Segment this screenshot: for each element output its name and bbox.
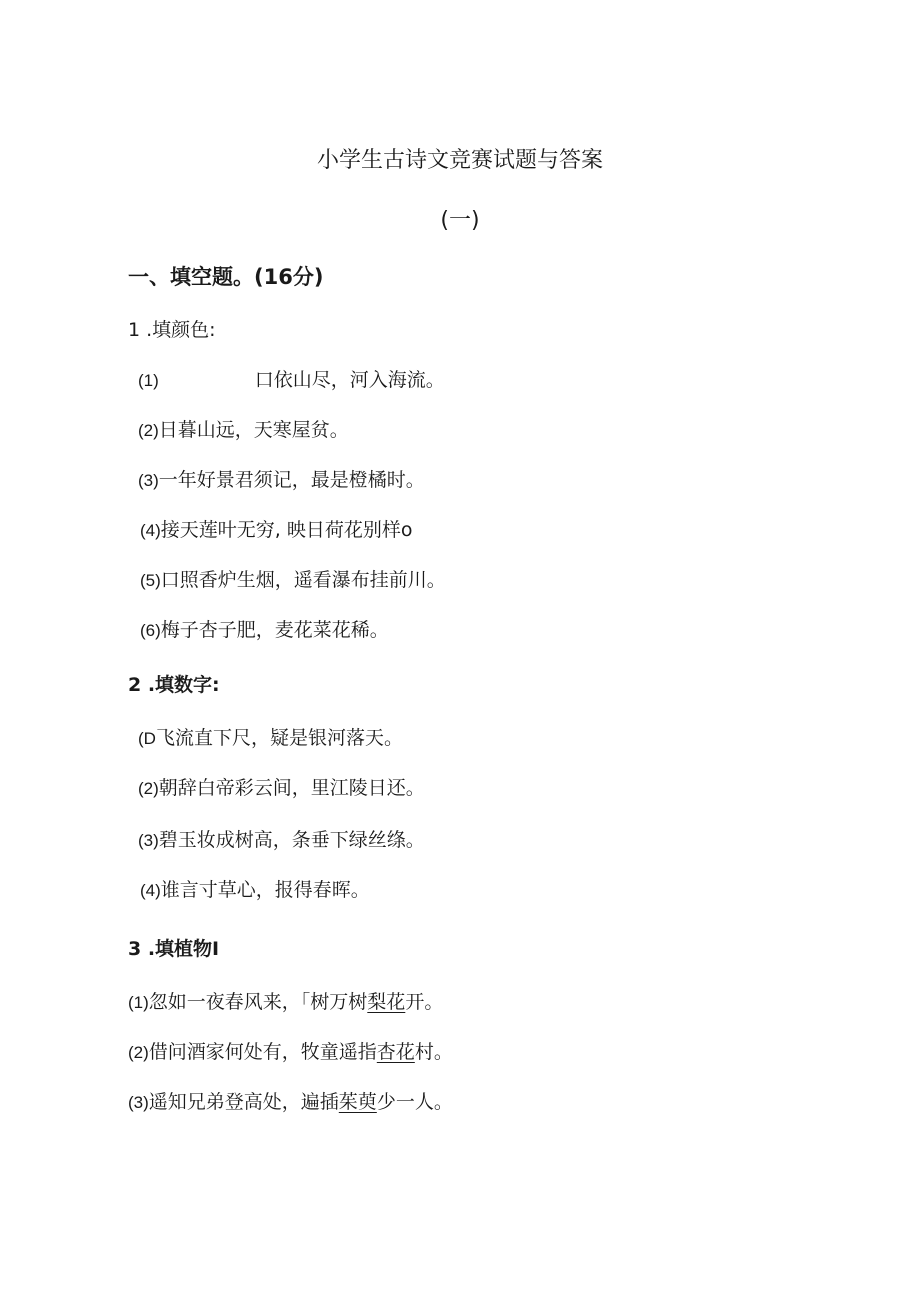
q3-item-2-answer: 杏花: [376, 1041, 415, 1063]
q2-item-3-number: (3): [138, 831, 159, 850]
q1-item-4-number: (4): [140, 521, 161, 540]
q1-item-2-text: 日暮山远，天寒屋贫。: [158, 419, 349, 441]
q3-item-3-answer: 茱萸: [338, 1091, 377, 1113]
q1-item-1-number: (1): [138, 371, 159, 390]
document-title: 小学生古诗文竞赛试题与答案: [316, 148, 603, 173]
q1-item-3-text: 一年好景君须记，最是橙橘时。: [158, 469, 425, 491]
q3-item-1-answer: 梨花: [367, 991, 406, 1013]
q3-item-2: [128, 1043, 453, 1062]
q3-item-2-text-before: 借问酒家何处有，牧童遥指: [148, 1041, 377, 1063]
q1-item-5-number: (5): [140, 571, 161, 590]
q1-item-6-text: 梅子杏子肥，麦花菜花稀。: [160, 619, 389, 641]
q2-item-4-number: (4): [140, 881, 161, 900]
q3-item-3-number: (3): [128, 1093, 149, 1112]
q2-item-1-number: (D: [138, 729, 156, 748]
q1-item-1: [138, 371, 445, 390]
q2-item-4: [140, 881, 370, 900]
q2-item-3: [138, 831, 425, 850]
q1-item-5: [140, 571, 446, 590]
q3-item-2-number: (2): [128, 1043, 149, 1062]
q1-item-4: [140, 521, 413, 540]
q3-item-3: [128, 1093, 453, 1112]
q1-item-2-number: (2): [138, 421, 159, 440]
q1-item-1-text: 口依山尽，河入海流。: [254, 369, 445, 391]
q2-item-1: [138, 729, 403, 748]
q2-item-4-text: 谁言寸草心，报得春晖。: [160, 879, 370, 901]
q1-item-3: [138, 471, 425, 490]
q3-item-3-text-before: 遥知兄弟登高处，遍插: [148, 1091, 339, 1113]
q2-item-3-text: 碧玉妆成树高，条垂下绿丝绦。: [158, 829, 425, 851]
q3-item-1-text-before: 忽如一夜春风来，「树万树: [148, 991, 368, 1013]
q1-item-6-number: (6): [140, 621, 161, 640]
q3-item-1: [128, 993, 443, 1012]
q3-item-2-text-after: 村。: [414, 1041, 453, 1063]
document-subtitle: (一): [440, 208, 480, 233]
q3-item-3-text-after: 少一人。: [376, 1091, 453, 1113]
question-1-label: 1 .填颜色:: [128, 319, 216, 341]
q2-item-1-text: 飞流直下尺，疑是银河落天。: [155, 727, 403, 749]
q3-item-1-text-after: 开。: [405, 991, 444, 1013]
q1-item-3-number: (3): [138, 471, 159, 490]
q1-item-2: [138, 421, 349, 440]
q1-item-5-text: 口照香炉生烟，遥看瀑布挂前川。: [160, 569, 446, 591]
q1-item-6: [140, 621, 389, 640]
q2-item-2-text: 朝辞白帝彩云间，里江陵日还。: [158, 777, 425, 799]
q3-item-1-number: (1): [128, 993, 149, 1012]
q1-item-4-text: 接天莲叶无穷, 映日荷花别样o: [160, 519, 413, 541]
q2-item-2: [138, 779, 425, 798]
q2-item-2-number: (2): [138, 779, 159, 798]
question-3-label: 3 .填植物I: [128, 938, 220, 960]
question-2-label: 2 .填数字:: [128, 674, 220, 696]
section-heading-fill-blank: 一、填空题。(16分): [128, 265, 324, 289]
